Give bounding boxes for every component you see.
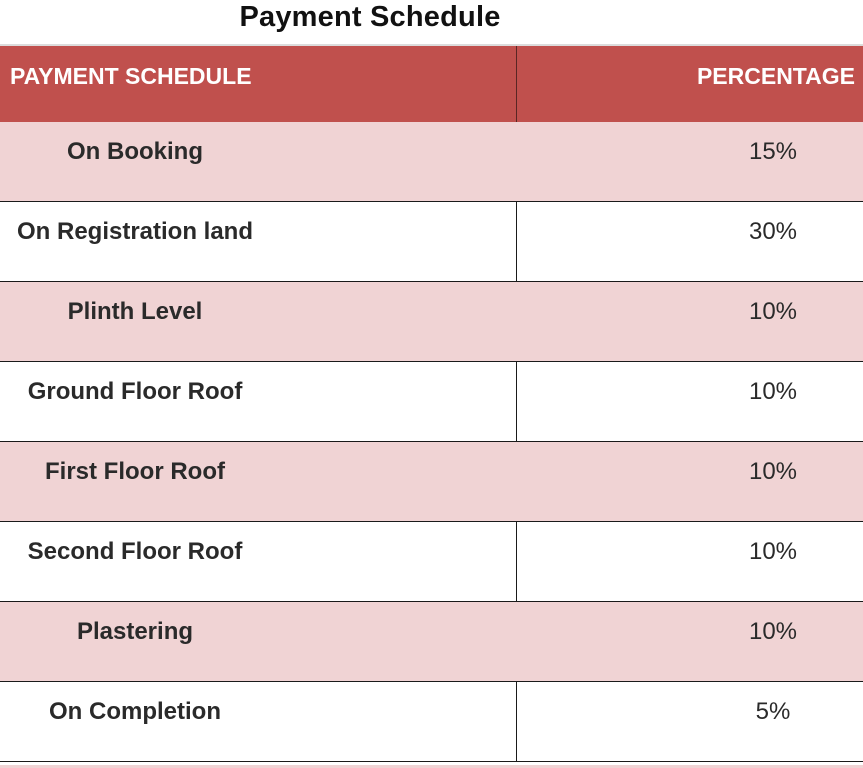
stage-cell: Ground Floor Roof xyxy=(27,378,243,405)
header-percentage: PERCENTAGE xyxy=(696,63,855,89)
column-divider xyxy=(516,682,517,761)
page-title: Payment Schedule xyxy=(239,1,501,33)
column-divider xyxy=(516,362,517,441)
header-payment-schedule: PAYMENT SCHEDULE xyxy=(10,63,252,89)
percentage-cell: 10% xyxy=(748,378,798,405)
table-row xyxy=(0,362,863,442)
percentage-cell: 30% xyxy=(748,218,798,245)
column-divider xyxy=(516,202,517,281)
stage-cell: Plinth Level xyxy=(67,298,203,325)
stage-cell: On Completion xyxy=(49,698,221,725)
percentage-cell: 10% xyxy=(748,298,798,325)
table-row xyxy=(0,202,863,282)
percentage-cell: 5% xyxy=(755,698,791,725)
table-row xyxy=(0,442,863,522)
table-row xyxy=(0,602,863,682)
percentage-cell: 10% xyxy=(748,458,798,485)
stage-cell: Plastering xyxy=(76,618,194,645)
column-divider xyxy=(516,522,517,601)
header-divider xyxy=(516,46,517,122)
percentage-cell: 15% xyxy=(748,138,798,165)
table-header-row xyxy=(0,44,863,122)
stage-cell: On Booking xyxy=(67,138,203,165)
percentage-cell: 10% xyxy=(748,618,798,645)
payment-schedule-table xyxy=(0,44,863,768)
percentage-cell: 10% xyxy=(748,538,798,565)
table-row xyxy=(0,682,863,762)
table-row xyxy=(0,122,863,202)
stage-cell: On Registration land xyxy=(16,218,253,245)
table-row xyxy=(0,522,863,602)
table-row xyxy=(0,282,863,362)
stage-cell: Second Floor Roof xyxy=(27,538,243,565)
stage-cell: First Floor Roof xyxy=(45,458,225,485)
table-body xyxy=(0,122,863,762)
